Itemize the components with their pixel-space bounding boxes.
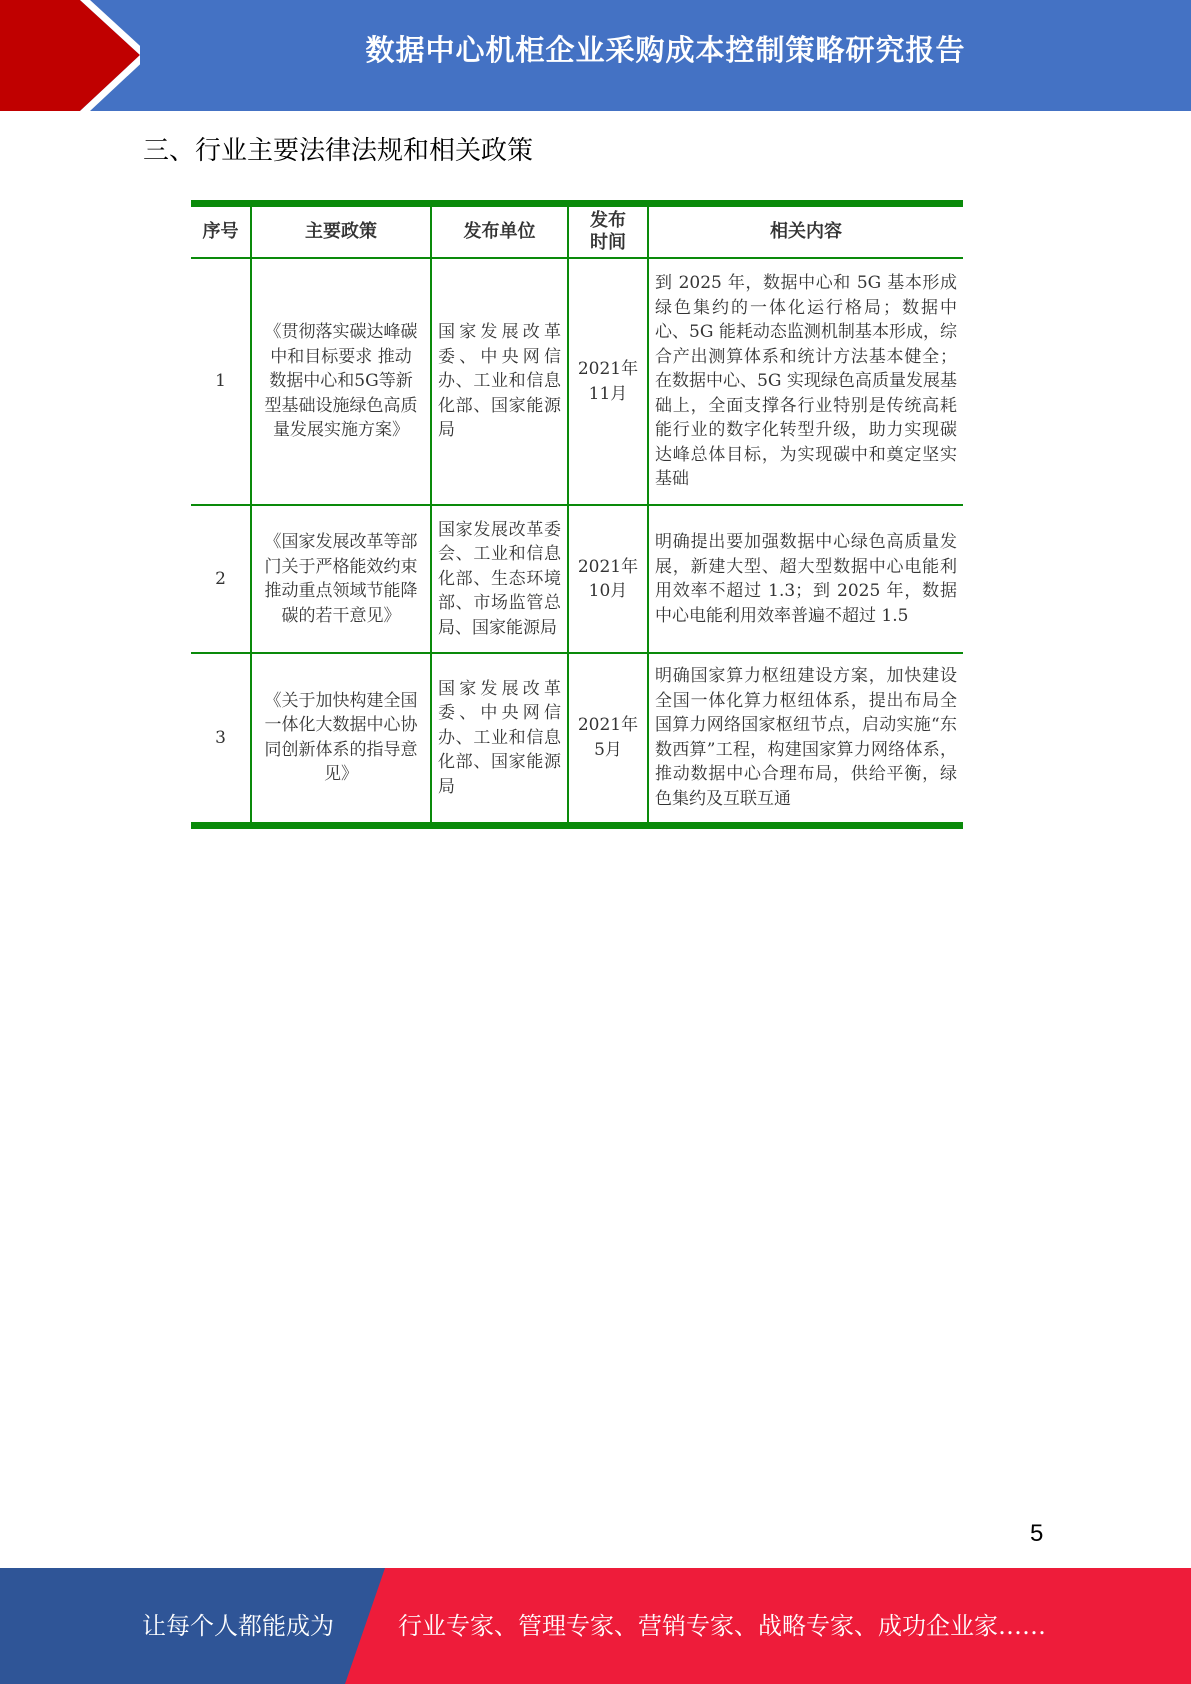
table-row <box>191 505 963 653</box>
table-header-row <box>191 204 963 259</box>
row-content: 明确国家算力枢纽建设方案，加快建设全国一体化算力枢纽体系，提出布局全国算力网络国家枢纽节点，启动实施“东数西算”工程，构建国家算力网络体系，推动数据中心合理布局，供给平衡，绿色集约及互联互通 <box>648 653 963 825</box>
header-num: 序号 <box>191 204 251 259</box>
row-time: 2021年11月 <box>568 258 648 505</box>
section-title: 三、行业主要法律法规和相关政策 <box>143 136 534 166</box>
header-content: 相关内容 <box>648 204 963 259</box>
footer-banner <box>0 1568 1191 1684</box>
row-num: 1 <box>191 258 251 505</box>
table-row <box>191 653 963 825</box>
row-policy: 《关于加快构建全国一体化大数据中心协同创新体系的指导意见》 <box>251 653 431 825</box>
row-unit: 国家发展改革委、中央网信办、工业和信息化部、国家能源局 <box>431 653 568 825</box>
row-policy: 《贯彻落实碳达峰碳中和目标要求 推动数据中心和5G等新型基础设施绿色高质量发展实施方案》 <box>251 258 431 505</box>
row-unit: 国家发展改革委、中央网信办、工业和信息化部、国家能源局 <box>431 258 568 505</box>
row-num: 2 <box>191 505 251 653</box>
row-num: 3 <box>191 653 251 825</box>
footer-slogan-left: 让每个人都能成为 <box>142 1612 334 1640</box>
table-row <box>191 258 963 505</box>
page-number: 5 <box>1030 1520 1044 1547</box>
row-time: 2021年10月 <box>568 505 648 653</box>
row-policy: 《国家发展改革等部门关于严格能效约束推动重点领域节能降碳的若干意见》 <box>251 505 431 653</box>
policy-table <box>191 200 963 829</box>
header-policy: 主要政策 <box>251 204 431 259</box>
footer-slogan-right: 行业专家、管理专家、营销专家、战略专家、成功企业家…… <box>398 1612 1046 1640</box>
report-title: 数据中心机柜企业采购成本控制策略研究报告 <box>365 33 966 67</box>
header-banner <box>0 0 1191 111</box>
row-unit: 国家发展改革委会、工业和信息化部、生态环境部、市场监管总局、国家能源局 <box>431 505 568 653</box>
row-content: 到 2025 年，数据中心和 5G 基本形成绿色集约的一体化运行格局；数据中心、5G 能耗动态监测机制基本形成，综合产出测算体系和统计方法基本健全；在数据中心、5G 实现绿色高质量发展基础上，全面支撑各行业特别是传统高耗能行业的数字化转型升级，助力实现碳达峰总体目标，为实现碳中和奠定坚实基础 <box>648 258 963 505</box>
header-time: 发布时间 <box>568 204 648 259</box>
row-time: 2021年5月 <box>568 653 648 825</box>
header-unit: 发布单位 <box>431 204 568 259</box>
row-content: 明确提出要加强数据中心绿色高质量发展，新建大型、超大型数据中心电能利用效率不超过 1.3；到 2025 年，数据中心电能利用效率普遍不超过 1.5 <box>648 505 963 653</box>
